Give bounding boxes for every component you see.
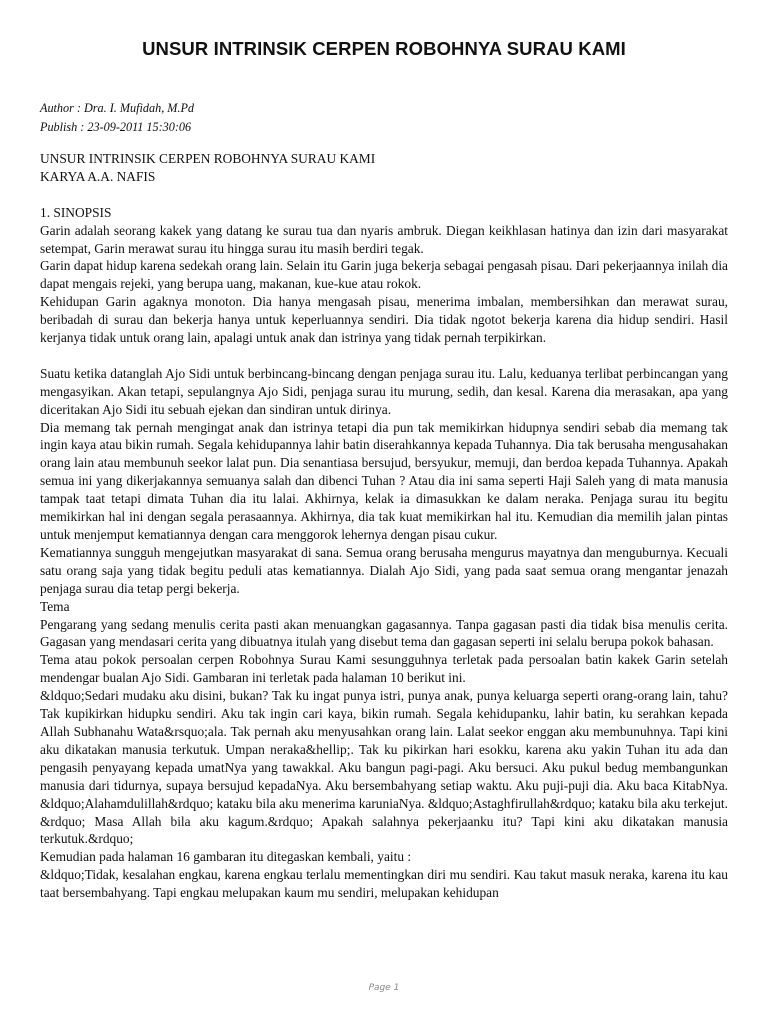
- document-meta: [40, 99, 194, 137]
- page-number: Page 1: [368, 983, 400, 993]
- section-tema-label: Tema: [40, 598, 70, 614]
- paragraph: Kematiannya sungguh mengejutkan masyarakat di sana. Semua orang berusaha mengurus mayatnya dan menguburnya. Kecuali satu orang saja yang tidak begitu peduli atas kematiannya. Dialah Ajo Sidi, yang pada saat semua orang mengantar jenazah penjaga surau dia tetap pergi bekerja.: [40, 544, 728, 596]
- section-sinopsis-label: 1. SINOPSIS: [40, 204, 112, 220]
- spacer: [40, 347, 728, 365]
- paragraph: Garin adalah seorang kakek yang datang ke surau tua dan nyaris ambruk. Diegan keikhlasan hatinya dan izin dari masyarakat setempat, Garin merawat surau itu hingga surau itu masih berdiri tegak.: [40, 222, 728, 256]
- paragraph: Garin dapat hidup karena sedekah orang lain. Selain itu Garin juga bekerja sebagai pengasah pisau. Dari pekerjaannya inilah dia dapat mengais rejeki, yang berupa uang, makanan, kue-kue atau rokok.: [40, 258, 728, 292]
- paragraph: Kehidupan Garin agaknya monoton. Dia hanya mengasah pisau, menerima imbalan, membersihkan dan merawat surau, beribadah di surau dan bekerja hanya untuk keperluannya sendiri. Dia tidak ngotot bekerja karena dia hidup sendiri. Hasil kerjanya tidak untuk orang lain, apalagi untuk anak dan istrinya yang tidak pernah terpikirkan.: [40, 294, 728, 346]
- publish-line: Publish : 23-09-2011 15:30:06: [40, 120, 192, 134]
- paragraph: Tema atau pokok persoalan cerpen Robohnya Surau Kami sesungguhnya terletak pada persoalan batin kakek Garin setelah mendengar bualan Ajo Sidi. Gambaran ini terletak pada halaman 10 berikut ini.: [40, 652, 728, 686]
- document-title: UNSUR INTRINSIK CERPEN ROBOHNYA SURAU KAMI: [142, 38, 626, 59]
- heading-line-1: UNSUR INTRINSIK CERPEN ROBOHNYA SURAU KAMI: [40, 151, 376, 166]
- paragraph: Pengarang yang sedang menulis cerita pasti akan menuangkan gagasannya. Tanpa gagasan pasti dia tidak bisa menulis cerita. Gagasan yang mendasari cerita yang dibuatnya itulah yang disebut tema dan gagasan seperti ini selalu berupa pokok bahasan.: [40, 616, 728, 650]
- document-body: [40, 150, 728, 902]
- paragraph: Kemudian pada halaman 16 gambaran itu ditegaskan kembali, yaitu :: [40, 849, 412, 865]
- paragraph: &ldquo;Sedari mudaku aku disini, bukan? Tak ku ingat punya istri, punya anak, punya keluarga seperti orang-orang lain, tahu? Tak kupikirkan hidupku sendiri. Aku tak ingin cari kaya, bikin rumah. Segala kehidupanku, lahir batin, ku serahkan kepada Allah Subhanahu Wata&rsquo;ala. Tak pernah aku menyusahkan orang lain. Lalat seekor enggan aku membunuhnya. Tapi kini aku dikatakan manusia terkutuk. Umpan neraka&hellip;. Tak ku pikirkan hari esokku, karena aku yakin Tuhan itu ada dan pengasih penyayang kepada umatNya yang tawakkal. Aku bangun pagi-pagi. Aku bersuci. Aku pukul bedug membangunkan manusia dari tidurnya, supaya bersujud kepadaNya. Aku bersembahyang setiap waktu. Aku puji-puji dia. Aku baca KitabNya. &ldquo;Alahamdulillah&rdquo; kataku bila aku menerima karuniaNya. &ldquo;Astaghfirullah&rdquo; kataku bila aku terkejut. &rdquo; Masa Allah bila aku kagum.&rdquo; Apakah salahnya pekerjaanku itu? Tapi kini aku dikatakan manusia terkutuk.&rdquo;: [40, 688, 728, 847]
- paragraph: Suatu ketika datanglah Ajo Sidi untuk berbincang-bincang dengan penjaga surau itu. Lalu, keduanya terlibat perbincangan yang mengasyikan. Akan tetapi, sepulangnya Ajo Sidi, penjaga surau itu murung, sedih, dan kesal. Karena dia merasakan, apa yang diceritakan Ajo Sidi itu sebuah ejekan dan sindiran untuk dirinya.: [40, 365, 728, 417]
- heading-line-2: KARYA A.A. NAFIS: [40, 168, 156, 184]
- author-line: Author : Dra. I. Mufidah, M.Pd: [40, 101, 195, 115]
- spacer: [40, 186, 728, 204]
- paragraph: &ldquo;Tidak, kesalahan engkau, karena engkau terlalu mementingkan diri mu sendiri. Kau takut masuk neraka, karena itu kau taat bersembahyang. Tapi engkau melupakan kaum mu sendiri, melupakan kehidupan: [40, 867, 728, 901]
- paragraph: Dia memang tak pernah mengingat anak dan istrinya tetapi dia pun tak memikirkan hidupnya sendiri sebab dia memang tak ingin kaya atau bikin rumah. Segala kehidupannya lahir batin diserahkannya kepada Tuhannya. Dia tak berusaha mengusahakan orang lain atau membunuh seekor lalat pun. Dia senantiasa bersujud, bersyukur, memuji, dan berdoa kepada Tuhannya. Apakah semua ini yang dikerjakannya semuanya salah dan dibenci Tuhan ? Atau dia ini sama seperti Haji Saleh yang di mata manusia tampak taat tetapi dimata Tuhan dia itu lalai. Akhirnya, kelak ia dimasukkan ke dalam neraka. Penjaga surau itu begitu memikirkan hal ini dengan segala perasaannya. Akhirnya, dia tak kuat memikirkan hal itu. Kemudian dia memilih jalan pintas untuk menjemput kematiannya dengan cara menggorok lehernya dengan pisau cukur.: [40, 419, 728, 542]
